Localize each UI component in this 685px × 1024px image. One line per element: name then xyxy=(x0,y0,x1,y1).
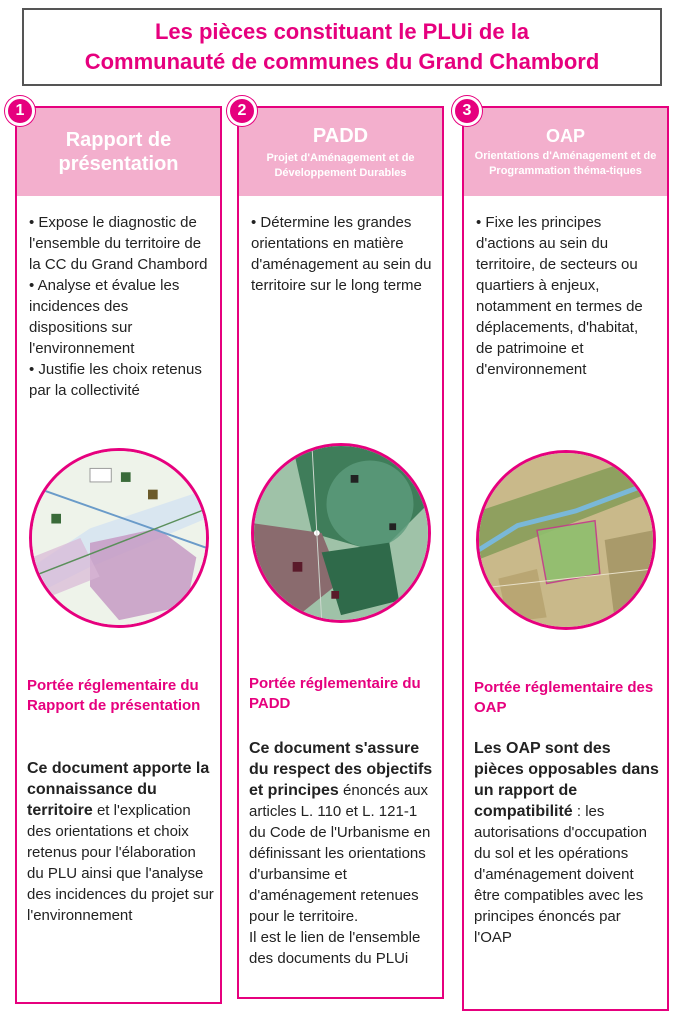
description-bold: Ce document apporte la connaissance du territoire xyxy=(27,760,210,819)
description xyxy=(474,738,661,948)
page-title-line-1: Les pièces constituant le PLUi de la xyxy=(154,19,530,44)
bullet-item: • Justifie les choix retenus par la collectivité xyxy=(29,361,202,399)
bullet-list xyxy=(464,196,667,380)
page-title-line-2: Communauté de communes du Grand Chambord xyxy=(84,49,600,74)
description-extra: Il est le lien de l'ensemble des documents du PLUi xyxy=(249,929,421,967)
portee-heading: Portée réglementaire du PADD xyxy=(249,675,421,712)
page-title-box xyxy=(22,8,662,86)
bullet-item: • Fixe les principes d'actions au sein du territoire, de secteurs ou quartiers à enjeux, notamment en termes de déplacements, d'habitat, de patrimoine et d'environnement xyxy=(476,214,643,378)
column-oap xyxy=(462,102,669,1011)
column-header xyxy=(239,108,442,196)
column-subtitle: Orientations d'Aménagement et de Programmation théma-tiques xyxy=(474,149,657,177)
description-bold: Ce document s'assure du respect des objectifs et principes xyxy=(249,740,433,799)
column-title-line-2: présentation xyxy=(58,153,179,175)
bullet-item: • Détermine les grandes orientations en matière d'aménagement au sein du territoire sur le long terme xyxy=(251,214,432,294)
portee-heading: Portée réglementaire du Rapport de présentation xyxy=(27,677,201,714)
bullet-list xyxy=(239,196,442,296)
description xyxy=(27,758,214,926)
portee-heading: Portée réglementaire des OAP xyxy=(474,679,654,716)
description-text: : les autorisations d'occupation du sol et les opérations d'aménagement doivent être compatibles avec les principes énoncés par l'OAP xyxy=(474,803,647,946)
description xyxy=(249,738,436,969)
description-bold: Les OAP sont des pièces opposables dans un rapport de compatibilité xyxy=(474,740,659,820)
column-title: PADD xyxy=(312,124,369,147)
bullet-item: • Expose le diagnostic de l'ensemble du territoire de la CC du Grand Chambord xyxy=(29,214,208,273)
map-image-padd xyxy=(251,443,431,623)
column-title: OAP xyxy=(545,125,585,146)
column-subtitle: Projet d'Aménagement et de Développement Durables xyxy=(266,151,415,179)
bullet-item: • Analyse et évalue les incidences des dispositions sur l'environnement xyxy=(29,277,180,357)
description-text: énoncés aux articles L. 110 et L. 121-1 du Code de l'Urbanisme en définissant les orientations d'urbansime et d'aménagement retenues pour le territoire. xyxy=(249,782,431,925)
column-header xyxy=(17,108,220,196)
map-image-rapport xyxy=(29,448,209,628)
column-title: Rapport de xyxy=(65,129,172,151)
description-text: et l'explication des orientations et choix retenus pour l'élaboration du PLU ainsi que l'analyse des incidences du projet sur l'environnement xyxy=(27,802,214,924)
map-image-oap xyxy=(476,450,656,630)
number-badge: 2 xyxy=(227,96,257,126)
column-rapport xyxy=(15,102,222,1004)
column-header xyxy=(464,108,667,196)
bullet-list xyxy=(17,196,220,401)
number-badge: 1 xyxy=(5,96,35,126)
number-badge: 3 xyxy=(452,96,482,126)
column-padd xyxy=(237,102,444,999)
